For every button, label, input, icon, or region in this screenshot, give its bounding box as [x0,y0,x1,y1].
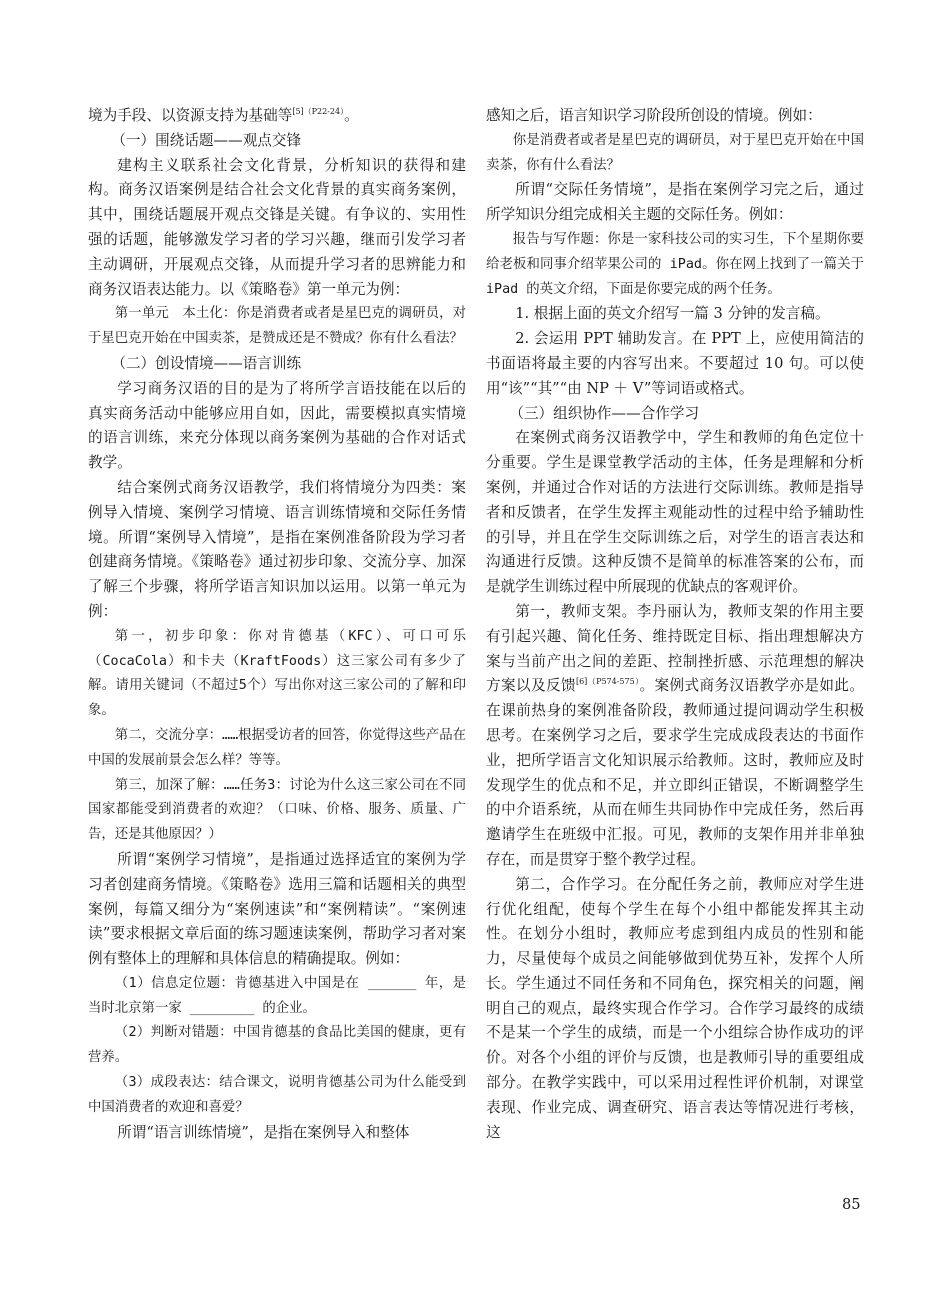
paragraph-continuation: 感知之后，语言知识学习阶段所创设的情境。例如： [486,107,822,124]
task-item-1: 1. 根据上面的英文介绍写一篇 3 分钟的发言稿。 [515,305,830,323]
example-unit-1: 第一单元 本土化：你是消费者或者是星巴克的调研员，对于星巴克开始在中国卖茶，是赞成还是不赞成？你有什么看法？ [88,306,466,347]
left-column [88,104,466,1145]
paragraph [486,600,864,873]
example-language-training: 你是消费者或者是星巴克的调研员，对于星巴克开始在中国卖茶，你有什么看法？ [486,132,864,173]
paragraph: 学习商务汉语的目的是为了将所学言语技能在以后的真实商务活动中能够应用自如，因此，需要模拟真实情境的语言训练，来充分体现以商务案例为基础的合作对话式教学。 [88,379,466,472]
paragraph: 第二，合作学习。在分配任务之前，教师应对学生进行优化组配，使每个学生在每个小组中都能发挥其主动性。在划分小组时，教师应考虑到组内成员的性别和能力，尽量使每个成员之间能够做到优势互补，发挥个人所长。学生通过不同任务和不同角色，探究相关的问题，阐明自己的观点，最终实现合作学习。合作学习最终的成绩不是某一个学生的成绩，而是一个小组综合协作成功的评价。对各个小组的评价与反馈，也是教师引导的重要组成部分。在教学实践中，可以采用过程性评价机制，对课堂表现、作业完成、调查研究、语言表达等情况进行考核，这 [486,875,864,1141]
section-heading-2: （二）创设情境——语言训练 [111,354,302,372]
paragraph: 结合案例式商务汉语教学，我们将情境分为四类：案例导入情境、案例学习情境、语言训练情境和交际任务情境。所谓“案例导入情境”，是指在案例准备阶段为学习者创建商务情境。《策略卷》通过初步印象、交流分享、加深了解三个步骤，将所学语言知识加以运用。以第一单元为例： [88,478,466,620]
paragraph-text: 。案例式商务汉语教学亦是如此。在课前热身的案例准备阶段，教师通过提问调动学生积极思考。在案例学习之后，要求学生完成成段表达的书面作业，把所学语言文化知识展示给教师。这时，教师应及时发现学生的优点和不足，并立即纠正错误，不断调整学生的中介语系统，从而在师生共同协作中完成任务，然后再邀请学生在班级中汇报。可见，教师的支架作用并非单独存在，而是贯穿于整个教学过程。 [486,677,864,868]
task-item-2: 2. 会运用 PPT 辅助发言。在 PPT 上，应使用简洁的书面语将最主要的内容写出来。不要超过 10 句。可以使用“该”“其”“由 NP ＋ V”等词语或格式。 [486,330,864,397]
paragraph: 在案例式商务汉语教学中，学生和教师的角色定位十分重要。学生是课堂教学活动的主体，任务是理解和分析案例，并通过合作对话的方法进行交际训练。教师是指导者和反馈者，在学生发挥主观能动性的过程中给予辅助性的引导，并且在学生交际训练之后，对学生的语言表达和沟通进行反馈。这种反馈不是简单的标准答案的公布，而是就学生训练过程中所展现的优缺点的客观评价。 [486,429,864,596]
citation-5: [5]（P22-24） [292,107,345,116]
example-question-2: （2）判断对错题：中国肯德基的食品比美国的健康，更有营养。 [88,1025,466,1066]
paragraph: 所谓“语言训练情境”，是指在案例导入和整体 [117,1123,410,1141]
paragraph-text: 第一，教师支架。李丹丽认为，教师支架的作用主要有引起兴趣、简化任务、维持既定目标、指出理想解决方案与当前产出之间的差距、控制挫折感、示范理想的解决方案以及反馈 [486,602,864,695]
right-column [486,104,864,1145]
example-step-3: 第三，加深了解：……任务3：讨论为什么这三家公司在不同国家都能受到消费者的欢迎？（口味、价格、服务、质量、广告，还是其他原因？） [88,777,466,843]
paragraph: 所谓“案例学习情境”，是指通过选择适宜的案例为学习者创建商务情境。《策略卷》选用三篇和话题相关的典型案例，每篇又细分为“案例速读”和“案例精读”。“案例速读”要求根据文章后面的练习题速读案例，帮助学习者对案例有整体上的理解和具体信息的精确提取。例如： [88,850,466,968]
section-heading-3: （三）组织协作——合作学习 [509,404,700,422]
paragraph-continuation [88,104,466,129]
example-report-task: 报告与写作题：你是一家科技公司的实习生，下个星期你要给老板和同事介绍苹果公司的 iPad。你在网上找到了一篇关于 iPad 的英文介绍，下面是你要完成的两个任务。 [486,231,864,297]
paragraph: 所谓“交际任务情境”，是指在案例学习完之后，通过所学知识分组完成相关主题的交际任务。例如： [486,181,864,224]
section-heading-1: （一）围绕话题——观点交锋 [111,131,302,149]
example-step-2: 第二，交流分享：……根据受访者的回答，你觉得这些产品在中国的发展前景会怎么样？等等。 [88,727,466,768]
citation-6: [6]（P574-575） [575,677,640,687]
paragraph-end: 。 [344,107,359,124]
paragraph: 建构主义联系社会文化背景，分析知识的获得和建构。商务汉语案例是结合社会文化背景的真实商务案例，其中，围绕话题展开观点交锋是关键。有争议的、实用性强的话题，能够激发学习者的学习兴趣，继而引发学习者主动调研，开展观点交锋，从而提升学习者的思辨能力和商务汉语表达能力。以《策略卷》第一单元为例： [88,156,466,298]
example-question-1: （1）信息定位题：肯德基进入中国是在 ______ 年，是当时北京第一家 ________ 的企业。 [88,975,466,1016]
example-step-1: 第一，初步印象：你对肯德基（KFC）、可口可乐（CocaCola）和卡夫（KraftFoods）这三家公司有多少了解。请用关键词（不超过5个）写出你对这三家公司的了解和印象。 [88,628,466,719]
paragraph-text: 境为手段、以资源支持为基础等 [88,107,293,124]
example-question-3: （3）成段表达：结合课文，说明肯德基公司为什么能受到中国消费者的欢迎和喜爱？ [88,1075,466,1115]
page-number: 85 [842,1196,861,1213]
